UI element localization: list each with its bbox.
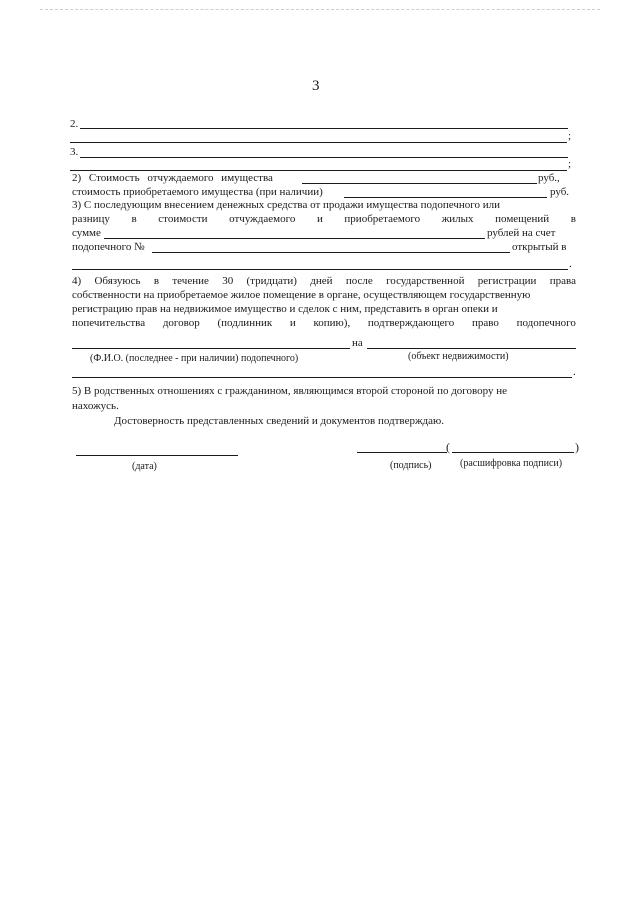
section-3-line-1: 3) С последующим внесением денежных средства от продажи имущества подопечного или [72, 199, 500, 211]
list-item-3-label: 3. [70, 146, 79, 158]
item-2-line-2 [70, 142, 567, 143]
list-item-3-end: ; [568, 158, 572, 170]
acquired-value-label: стоимость приобретаемого имущества (при наличии) [72, 186, 323, 198]
account-line [152, 252, 510, 253]
date-caption: (дата) [132, 461, 157, 472]
section-4-line-3: регистрацию прав на недвижимое имущество и сделок с ним, представить в орган опеки и [72, 303, 498, 315]
s4-word: Обязуюсь [94, 275, 141, 287]
account-label: подопечного № [72, 241, 145, 253]
s3-word: помещений [495, 213, 550, 225]
sum-label: сумме [72, 227, 101, 239]
page-number: 3 [312, 78, 320, 94]
list-item-2-label: 2. [70, 118, 79, 130]
property-value-unit: руб., [538, 172, 560, 184]
s4-word: права [549, 275, 576, 287]
property-value-line [302, 183, 537, 184]
s3-word: жилых [441, 213, 474, 225]
on-preposition: на [352, 337, 363, 349]
ward-name-line [72, 348, 350, 349]
decode-open-paren: ( [446, 440, 450, 454]
s3-word: стоимости [158, 213, 208, 225]
acquired-value-line [344, 197, 547, 198]
signature-line [357, 452, 447, 453]
confirmation-text: Достоверность представленных сведений и документов подтверждаю. [114, 415, 444, 427]
section-4-line-4 [72, 317, 576, 330]
s4-word: регистрации [477, 275, 537, 287]
signature-caption: (подпись) [390, 460, 432, 471]
s4-word: подопечного [516, 317, 576, 329]
s4-word: копию), [313, 317, 351, 329]
item-3-line-1 [80, 157, 568, 158]
s4-word: дней [310, 275, 333, 287]
s4-word: государственной [386, 275, 465, 287]
s4-word: попечительства [72, 317, 146, 329]
section-4-extra-line [72, 377, 572, 378]
list-item-2-end: ; [568, 130, 572, 142]
acquired-value-unit: руб. [550, 186, 570, 198]
item-3-line-2 [70, 170, 567, 171]
decode-caption: (расшифровка подписи) [460, 458, 563, 469]
bank-line [72, 269, 568, 270]
ward-name-caption: (Ф.И.О. (последнее - при наличии) подопечного) [90, 353, 299, 364]
s3-word: отчуждаемого [229, 213, 296, 225]
property-object-line [367, 348, 576, 349]
s3-word: в [570, 213, 576, 225]
s3-word: разницу [72, 213, 110, 225]
s4-word: (тридцати) [246, 275, 297, 287]
s4-word: (подлинник [217, 317, 273, 329]
section-4-line-1 [72, 275, 576, 288]
date-line [76, 455, 238, 456]
property-value-label: 2) Стоимость отчуждаемого имущества [72, 172, 273, 184]
s4-word: 30 [222, 275, 234, 287]
section-4-line-2: собственности на приобретаемое жилое помещение в органе, осуществляющем государственную [72, 289, 531, 301]
account-end: открытый в [512, 241, 567, 253]
item-2-line-1 [80, 128, 568, 129]
decode-close-paren: ) [575, 440, 579, 454]
sum-line [104, 238, 485, 239]
s3-word: и [316, 213, 323, 225]
s4-word: 4) [72, 275, 82, 287]
s4-word: право [471, 317, 499, 329]
sum-end: рублей на счет [487, 227, 556, 239]
s4-word: и [289, 317, 296, 329]
bank-line-end: . [569, 258, 572, 270]
s4-word: в [153, 275, 160, 287]
section-5-line-2: нахожусь. [72, 400, 119, 412]
s3-word: приобретаемого [344, 213, 421, 225]
property-object-caption: (объект недвижимости) [408, 351, 509, 362]
s3-word: в [131, 213, 137, 225]
decode-line [452, 452, 574, 453]
s4-word: после [345, 275, 373, 287]
section-5-line-1: 5) В родственных отношениях с гражданином, являющимся второй стороной по договору не [72, 385, 508, 397]
section-4-extra-line-end: . [573, 366, 576, 378]
scan-edge [40, 9, 600, 10]
s4-word: договор [162, 317, 200, 329]
section-3-line-2 [72, 213, 576, 226]
s4-word: течение [172, 275, 209, 287]
s4-word: подтверждающего [367, 317, 455, 329]
